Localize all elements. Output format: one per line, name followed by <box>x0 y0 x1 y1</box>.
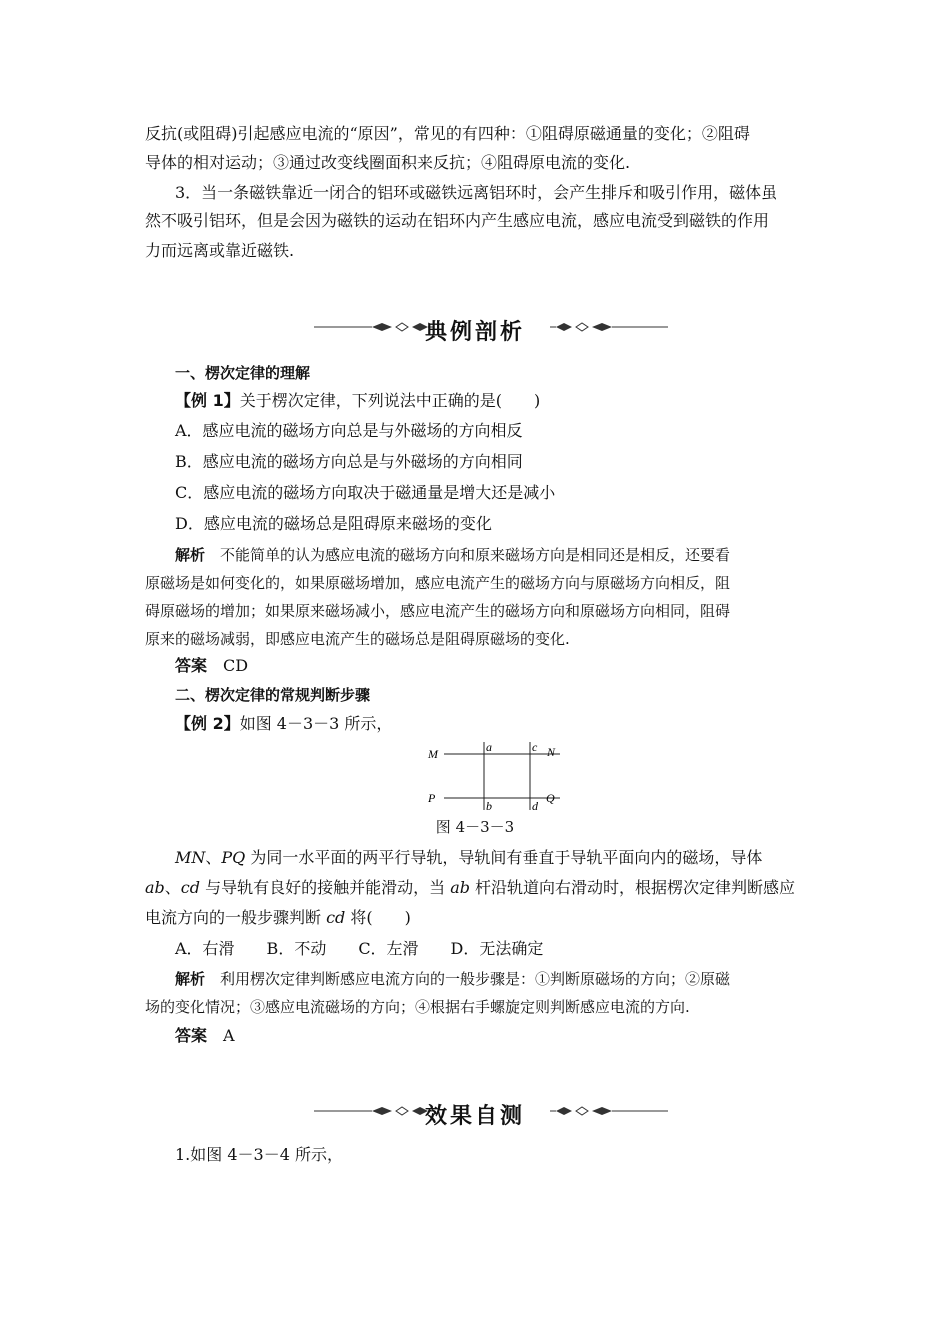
intro-line-5: 力而远离或靠近磁铁. <box>145 241 295 260</box>
example2-question <box>175 714 392 734</box>
example1-text: 关于楞次定律，下列说法中正确的是( ) <box>239 391 541 410</box>
option-b: B．感应电流的磁场方向总是与外磁场的方向相同 <box>175 452 523 471</box>
example1-question <box>175 391 540 411</box>
section-title: 典例剖析 <box>424 320 525 345</box>
analysis1-line-2: 原磁场是如何变化的，如果原磁场增加，感应电流产生的磁场方向与原磁场方向相反，阻 <box>145 574 731 592</box>
part1-heading: 一、楞次定律的理解 <box>175 364 311 382</box>
answer1-label: 答案 <box>175 656 208 675</box>
example2-text: 如图 4－3－3 所示， <box>239 714 393 733</box>
intro-line-2: 导体的相对运动；③通过改变线圈面积来反抗；④阻碍原电流的变化. <box>145 153 631 172</box>
label-p: P <box>428 791 436 805</box>
label-n: N <box>547 745 556 759</box>
section-header-examples <box>0 313 950 343</box>
label-a: a <box>486 740 492 754</box>
analysis2-line-2: 场的变化情况；③感应电流磁场的方向；④根据右手螺旋定则判断感应电流的方向. <box>145 998 690 1016</box>
label-d: d <box>532 799 538 813</box>
example2-label: 【例 2】 <box>175 714 240 733</box>
label-m: M <box>428 747 438 761</box>
intro-line-4: 然不吸引铝环，但是会因为磁铁的运动在铝环内产生感应电流，感应电流受到磁铁的作用 <box>145 211 770 230</box>
option-a: A．感应电流的磁场方向总是与外磁场的方向相反 <box>175 421 523 440</box>
analysis2-line-1: 解析 利用楞次定律判断感应电流方向的一般步骤是：①判断原磁场的方向；②原磁 <box>175 970 731 988</box>
analysis1-line-1: 解析 不能简单的认为感应电流的磁场方向和原来磁场方向是相同还是相反，还要看 <box>175 546 731 564</box>
intro-line-3: 3．当一条磁铁靠近一闭合的铝环或磁铁远离铝环时，会产生排斥和吸引作用，磁体虽 <box>175 183 778 202</box>
answer2-label: 答案 <box>175 1026 208 1045</box>
option-d: D．感应电流的磁场总是阻碍原来磁场的变化 <box>175 514 492 533</box>
label-q: Q <box>546 791 555 805</box>
stem-line-2: ab、cd 与导轨有良好的接触并能滑动，当 ab 杆沿轨道向右滑动时，根据楞次定律判断感应 <box>145 878 796 897</box>
section-header-self-test <box>0 1097 950 1127</box>
example1-label: 【例 1】 <box>175 391 240 410</box>
answer1 <box>175 656 248 676</box>
stem-line-1: MN、PQ 为同一水平面的两平行导轨，导轨间有垂直于导轨平面向内的磁场，导体 <box>175 848 763 867</box>
intro-line-1: 反抗(或阻碍)引起感应电流的“原因”，常见的有四种：①阻碍原磁通量的变化；②阻碍 <box>145 124 750 143</box>
analysis1-line-3: 碍原磁场的增加；如果原来磁场减小，感应电流产生的磁场方向和原磁场方向相同，阻碍 <box>145 602 731 620</box>
ornament-right-icon <box>550 1097 670 1127</box>
analysis1-label: 解析 <box>175 546 206 564</box>
rail-diagram <box>420 740 570 814</box>
ornament-right-icon <box>550 313 670 343</box>
answer1-value: CD <box>223 656 249 675</box>
answer2 <box>175 1026 235 1046</box>
stem-line-3: 电流方向的一般步骤判断 cd 将( ) <box>145 908 411 927</box>
answer2-value: A <box>223 1026 235 1045</box>
label-b: b <box>486 799 492 813</box>
analysis1-line-4: 原来的磁场减弱，即感应电流产生的磁场总是阻碍原磁场的变化. <box>145 630 570 648</box>
section-title: 效果自测 <box>424 1104 525 1129</box>
part2-heading: 二、楞次定律的常规判断步骤 <box>175 686 371 704</box>
analysis2-label: 解析 <box>175 970 206 988</box>
figure-caption: 图 4－3－3 <box>435 818 515 836</box>
label-c: c <box>532 740 538 754</box>
option-c: C．感应电流的磁场方向取决于磁通量是增大还是减小 <box>175 483 556 502</box>
example2-options: A．右滑 B．不动 C．左滑 D．无法确定 <box>175 939 544 958</box>
test-question-1: 1.如图 4－3－4 所示， <box>175 1145 343 1164</box>
